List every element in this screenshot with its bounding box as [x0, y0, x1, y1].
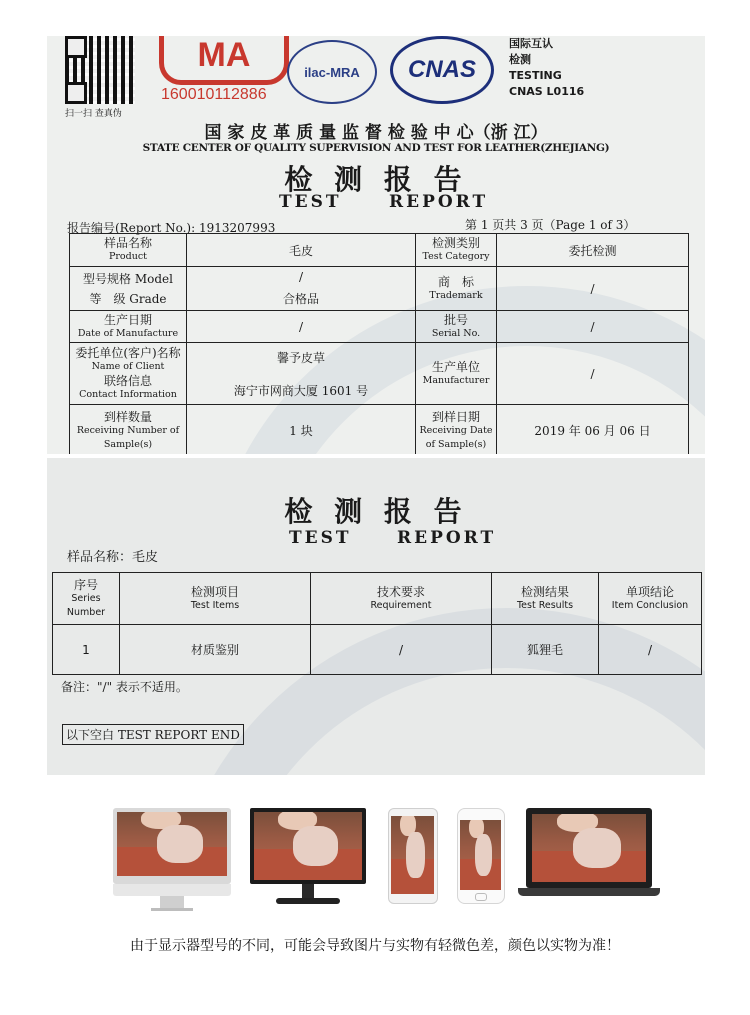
- report-page-1: [47, 36, 705, 454]
- category-value: 委托检测: [497, 234, 689, 267]
- cell-conclusion: /: [599, 625, 702, 675]
- cma-number: 160010112886: [161, 86, 267, 103]
- cell-test-item: 材质鉴别: [120, 625, 311, 675]
- cnas-logo: CNAS: [390, 36, 494, 104]
- client-value: 馨予皮草 海宁市网商大厦 1601 号: [187, 343, 416, 405]
- color-disclaimer: 由于显示器型号的不同，可能会导致图片与实物有轻微色差，颜色以实物为准！: [130, 938, 620, 954]
- remark: 备注："/" 表示不适用。: [61, 680, 188, 694]
- report-title-en-2: REPORT: [389, 192, 489, 212]
- header-test-items: 检测项目 Test Items: [120, 573, 311, 625]
- report-title-cn: 检 测 报 告: [284, 163, 468, 196]
- manufacturer-label: 生产单位 Manufacturer: [416, 343, 497, 405]
- cell-requirement: /: [311, 625, 492, 675]
- header-requirement: 技术要求 Requirement: [311, 573, 492, 625]
- manufacture-date-label: 生产日期 Date of Manufacture: [70, 311, 187, 343]
- category-label: 检测类别 Test Category: [416, 234, 497, 267]
- ilac-mra-logo: ilac-MRA: [287, 40, 377, 104]
- product-value: 毛皮: [187, 234, 416, 267]
- header-conclusion: 单项结论 Item Conclusion: [599, 573, 702, 625]
- page-info: 第 1 页共 3 页（Page 1 of 3）: [465, 218, 636, 232]
- cma-logo: MA: [159, 36, 289, 85]
- model-grade-value: / 合格品: [187, 267, 416, 311]
- receiving-date-value: 2019 年 06 月 06 日: [497, 405, 689, 455]
- report-title-en-1: TEST: [279, 192, 342, 212]
- model-grade-label: 型号规格 Model 等 级 Grade: [70, 267, 187, 311]
- center-name-cn: 国 家 皮 革 质 量 监 督 检 验 中 心（浙 江）: [204, 123, 548, 143]
- report-title-en-1: TEST: [289, 528, 352, 548]
- sample-info-table: [69, 233, 689, 454]
- trademark-value: /: [497, 267, 689, 311]
- report-title-en-2: REPORT: [397, 528, 497, 548]
- accreditation-text: 国际互认 检测 TESTING CNAS L0116: [509, 37, 585, 98]
- cell-result: 狐狸毛: [492, 625, 599, 675]
- header-test-results: 检测结果 Test Results: [492, 573, 599, 625]
- trademark-label: 商 标 Trademark: [416, 267, 497, 311]
- report-title-cn: 检 测 报 告: [284, 495, 468, 528]
- manufacture-date-value: /: [187, 311, 416, 343]
- samples-value: 1 块: [187, 405, 416, 455]
- serial-label: 批号 Serial No.: [416, 311, 497, 343]
- samples-label: 到样数量 Receiving Number of Sample(s): [70, 405, 187, 455]
- cell-series: 1: [53, 625, 120, 675]
- center-name-en: STATE CENTER OF QUALITY SUPERVISION AND TEST FOR LEATHER(ZHEJIANG): [142, 142, 610, 154]
- report-page-2: [47, 458, 705, 775]
- test-results-table: [52, 572, 702, 675]
- product-label: 样品名称 Product: [70, 234, 187, 267]
- sample-name: 样品名称：毛皮: [67, 550, 159, 565]
- qr-code-icon: [65, 36, 135, 104]
- manufacturer-value: /: [497, 343, 689, 405]
- header-series: 序号 Series Number: [53, 573, 120, 625]
- serial-value: /: [497, 311, 689, 343]
- receiving-date-label: 到样日期 Receiving Date of Sample(s): [416, 405, 497, 455]
- report-number: 报告编号(Report No.): 1913207993: [67, 221, 276, 235]
- end-box: 以下空白 TEST REPORT END: [62, 724, 244, 745]
- client-label: 委托单位(客户)名称 Name of Client 联络信息 Contact Information: [70, 343, 187, 405]
- qr-caption: 扫一扫 查真伪: [65, 109, 122, 119]
